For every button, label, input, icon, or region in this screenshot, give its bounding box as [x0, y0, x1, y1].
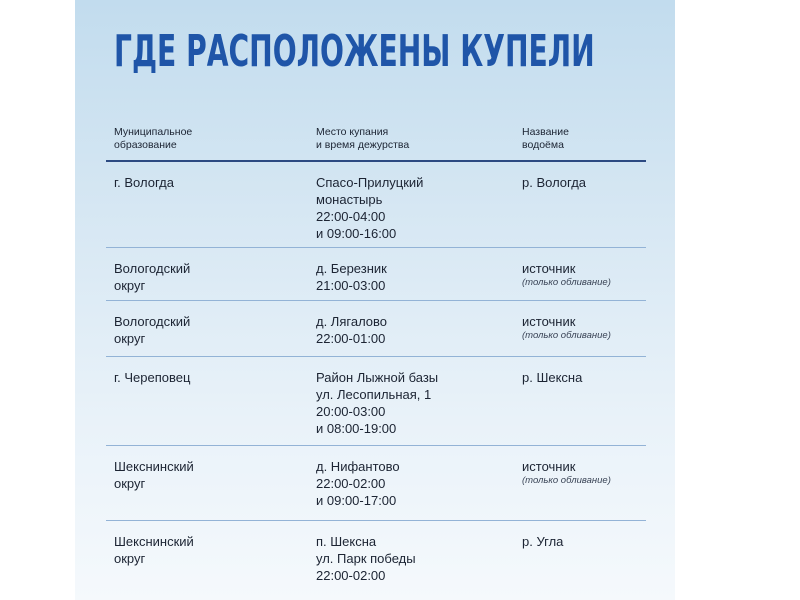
- cell-text: 22:00-04:00: [316, 209, 386, 224]
- cell-text: Вологодский: [114, 261, 191, 276]
- table-row: [106, 446, 646, 521]
- cell-text: 22:00-02:00: [316, 568, 386, 583]
- header-text: и время дежурства: [316, 139, 410, 151]
- cell-text: округ: [114, 331, 146, 346]
- cell-text: и 08:00-19:00: [316, 421, 397, 436]
- municipality-cell: [114, 313, 284, 347]
- pouring-only-note: (только обливание): [522, 475, 611, 486]
- cell-text: г. Череповец: [114, 370, 191, 385]
- header-water-body: [522, 126, 642, 152]
- municipality-cell: [114, 174, 284, 191]
- table-header: [106, 126, 646, 162]
- table-row: [106, 521, 646, 595]
- info-card: [75, 0, 675, 600]
- header-text: Муниципальное: [114, 126, 193, 138]
- water-body-cell: [522, 174, 652, 191]
- municipality-cell: [114, 533, 284, 567]
- water-body-cell: [522, 533, 652, 550]
- header-place-time: [316, 126, 496, 152]
- municipality-cell: [114, 369, 284, 386]
- header-text: Название: [522, 126, 569, 138]
- baptism-fonts-table: [106, 126, 646, 595]
- cell-text: р. Вологда: [522, 175, 587, 190]
- water-body-cell: [522, 260, 652, 289]
- pouring-only-note: (только обливание): [522, 330, 611, 341]
- cell-text: 20:00-03:00: [316, 404, 386, 419]
- pouring-only-note: (только обливание): [522, 277, 611, 288]
- cell-text: округ: [114, 551, 146, 566]
- header-text: Место купания: [316, 126, 389, 138]
- cell-text: д. Березник: [316, 261, 387, 276]
- cell-text: и 09:00-16:00: [316, 226, 397, 241]
- water-body-cell: [522, 369, 652, 386]
- place-time-cell: [316, 533, 506, 584]
- cell-text: Район Лыжной базы: [316, 370, 439, 385]
- cell-text: ул. Лесопильная, 1: [316, 387, 432, 402]
- header-text: водоёма: [522, 139, 564, 151]
- cell-text: Вологодский: [114, 314, 191, 329]
- cell-text: 21:00-03:00: [316, 278, 386, 293]
- cell-text: Спасо-Прилуцкий: [316, 175, 424, 190]
- cell-text: источник: [522, 314, 576, 329]
- cell-text: источник: [522, 459, 576, 474]
- cell-text: п. Шексна: [316, 534, 377, 549]
- place-time-cell: [316, 369, 506, 437]
- municipality-cell: [114, 260, 284, 294]
- page-title: ГДЕ РАСПОЛОЖЕНЫ КУПЕЛИ: [114, 26, 595, 77]
- header-municipality: [114, 126, 284, 152]
- cell-text: г. Вологда: [114, 175, 174, 190]
- cell-text: и 09:00-17:00: [316, 493, 397, 508]
- water-body-cell: [522, 458, 652, 487]
- table-row: [106, 357, 646, 446]
- cell-text: р. Шексна: [522, 370, 583, 385]
- cell-text: источник: [522, 261, 576, 276]
- cell-text: р. Угла: [522, 534, 564, 549]
- table-row: [106, 162, 646, 248]
- place-time-cell: [316, 260, 506, 294]
- table-row: [106, 248, 646, 301]
- cell-text: д. Нифантово: [316, 459, 400, 474]
- water-body-cell: [522, 313, 652, 342]
- cell-text: округ: [114, 278, 146, 293]
- cell-text: 22:00-01:00: [316, 331, 386, 346]
- cell-text: округ: [114, 476, 146, 491]
- table-row: [106, 301, 646, 357]
- place-time-cell: [316, 458, 506, 509]
- place-time-cell: [316, 174, 506, 242]
- cell-text: Шекснинский: [114, 459, 194, 474]
- header-text: образование: [114, 139, 177, 151]
- cell-text: 22:00-02:00: [316, 476, 386, 491]
- place-time-cell: [316, 313, 506, 347]
- cell-text: д. Лягалово: [316, 314, 388, 329]
- cell-text: Шекснинский: [114, 534, 194, 549]
- municipality-cell: [114, 458, 284, 492]
- cell-text: ул. Парк победы: [316, 551, 416, 566]
- cell-text: монастырь: [316, 192, 383, 207]
